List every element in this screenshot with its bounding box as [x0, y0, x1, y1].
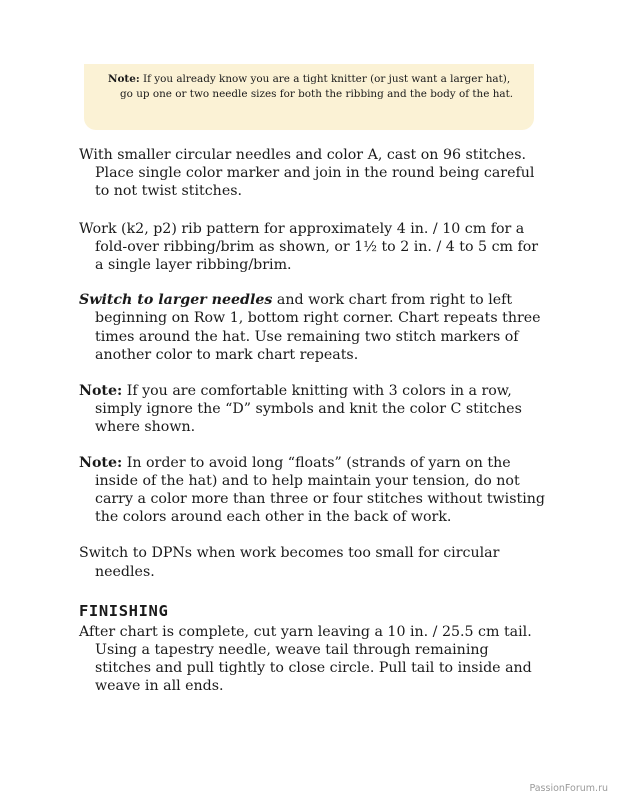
cast-on-paragraph: With smaller circular needles and color A, cast on 96 stitches. Place single color marker and join in the round being careful to not twist stitches.	[79, 147, 535, 200]
rib-paragraph: Work (k2, p2) rib pattern for approximately 4 in. / 10 cm for a fold-over ribbing/brim as shown, or 1½ to 2 in. / 4 to 5 cm for a single layer ribbing/brim.	[79, 220, 539, 274]
switch-needles-paragraph	[79, 291, 549, 364]
dpns-paragraph: Switch to DPNs when work becomes too small for circular needles.	[79, 545, 500, 580]
finishing-heading: FINISHING	[79, 601, 169, 620]
switch-needles-emphasis: Switch to larger needles	[79, 292, 273, 309]
three-colors-note	[79, 382, 549, 437]
floats-note	[79, 454, 549, 527]
three-colors-note-text: If you are comfortable knitting with 3 colors in a row, simply ignore the “D” symbols and knit the color C stitches where shown.	[95, 383, 522, 436]
watermark: PassionForum.ru	[529, 783, 608, 794]
note-callout-text	[108, 72, 520, 102]
three-colors-note-label: Note:	[79, 383, 123, 400]
note-callout-box	[84, 64, 534, 130]
note-callout-body: If you already know you are a tight knitter (or just want a larger hat), go up one or two needle sizes for both the ribbing and the body of the hat.	[120, 73, 514, 100]
floats-note-label: Note:	[79, 454, 123, 471]
finishing-paragraph: After chart is complete, cut yarn leaving a 10 in. / 25.5 cm tail. Using a tapestry needle, weave tail through remaining stitches and pull tightly to close circle. Pull tail to inside and weave in all ends.	[79, 623, 532, 695]
note-callout-label: Note:	[108, 73, 140, 85]
switch-needles-text: and work chart from right to left beginning on Row 1, bottom right corner. Chart repeats three times around the hat. Use remaining two stitch markers of another color to mark chart repeats.	[95, 292, 541, 363]
instructions-body	[79, 146, 549, 713]
floats-note-text: In order to avoid long “floats” (strands of yarn on the inside of the hat) and to help maintain your tension, do not carry a color more than three or four stitches without twisting the colors around each other in the back of work.	[95, 454, 545, 526]
